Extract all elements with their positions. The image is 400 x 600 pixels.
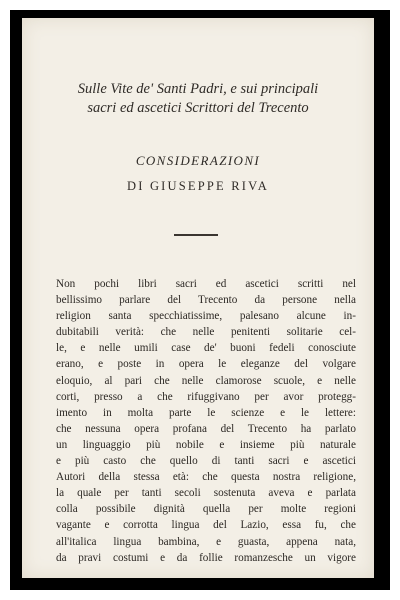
body-line: bellissimo parlare del Trecento da persone nella: [56, 294, 356, 307]
body-line: imento in molta parte le scienze e le lettere:: [56, 406, 356, 419]
divider: [174, 234, 218, 236]
body-line: le, e nelle umili case de' buoni fedeli conosciute: [56, 342, 356, 355]
body-line: erano, e poste in opera le eleganze del volgare: [56, 358, 356, 371]
body-line: e più casto che quello di tanti sacri e ascetici: [56, 455, 356, 468]
body-line: da pravi costumi e da follie romanzesche un vigore: [56, 551, 356, 564]
body-line: Non pochi libri sacri ed ascetici scritti nel: [56, 278, 356, 290]
body-line: la quale per tanti secoli sostenuta aveva e parlata: [56, 487, 356, 500]
body-line: religion santa specchiatissime, palesano alcune in-: [56, 310, 356, 323]
body-text: [56, 276, 356, 566]
body-line: che nessuna opera profana del Trecento ha parlato: [56, 422, 356, 435]
title: CONSIDERAZIONI: [135, 153, 261, 168]
author-line: DI GIUSEPPE RIVA: [127, 179, 269, 193]
body-line: vagante e corrotta lingua del Lazio, essa fu, che: [56, 519, 356, 532]
body-line: eloquio, al pari che nelle clamorose scuole, e nelle: [56, 374, 356, 387]
body-line: all'italica lingua bambina, e guasta, appena nata,: [56, 535, 356, 548]
document-page: [22, 18, 374, 578]
body-line: colla possibile dignità quella per molte regioni: [56, 503, 356, 516]
body-line: un linguaggio più nobile e insieme più naturale: [56, 438, 356, 451]
body-line: dubitabili verità: che nelle penitenti solitarie cel-: [56, 326, 356, 339]
heading: [22, 80, 374, 118]
body-line: corti, presso a che rifuggivano per avor protegg-: [56, 390, 356, 403]
body-line: Autori della stessa età: che questa nostra religione,: [56, 471, 356, 484]
heading-line-2: sacri ed ascetici Scrittori del Trecento: [87, 100, 309, 116]
heading-line-1: Sulle Vite de' Santi Padri, e sui principali: [77, 81, 319, 97]
